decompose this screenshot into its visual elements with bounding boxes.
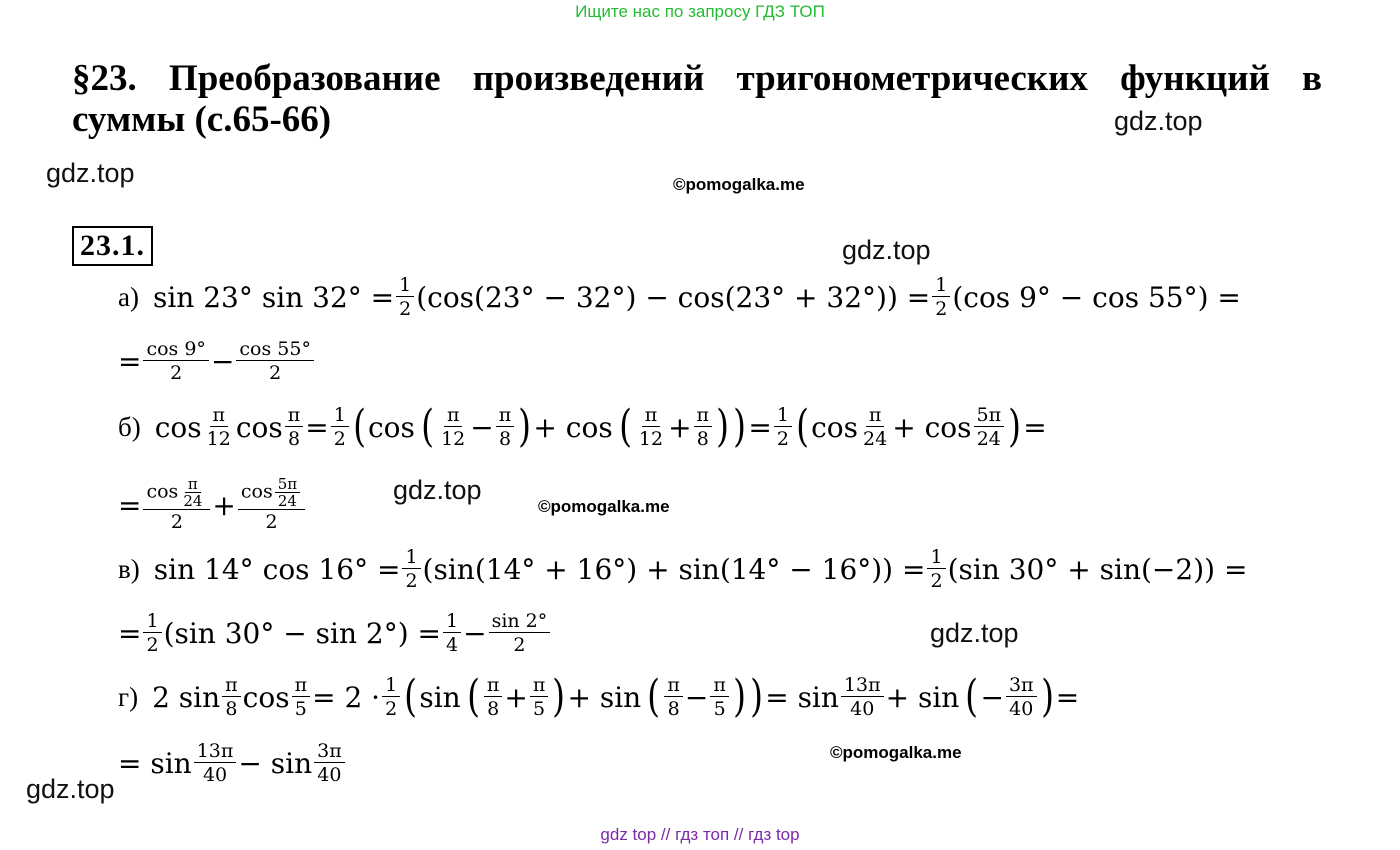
section-title: §23. Преобразование произведений тригонометрических функций в суммы (с.65-66)	[72, 58, 1322, 140]
footer-links[interactable]: gdz top // гдз топ // гдз top	[600, 825, 800, 844]
watermark: gdz.top	[46, 158, 135, 188]
solution-v-line2: = 1 2 (sin 30° − sin 2°) = 1 4 − sin 2° 2	[118, 598, 552, 668]
part-label-v: в)	[118, 553, 140, 584]
watermark: gdz.top	[930, 618, 1019, 648]
copyright-mark: ©pomogalka.me	[830, 743, 962, 762]
copyright-mark: ©pomogalka.me	[673, 175, 805, 194]
part-label-a: а)	[118, 281, 139, 312]
part-label-g: г)	[118, 681, 139, 712]
copyright-mark: ©pomogalka.me	[538, 497, 670, 516]
solution-b-line2: = cos $\frac{\pi}{24}$ 2 + cos $\frac{5\pi}{24}$ 2	[118, 470, 307, 540]
watermark: gdz.top	[393, 475, 482, 505]
watermark: gdz.top	[1114, 106, 1203, 136]
solution-g-line2: = sin 13π 40 − sin 3π 40	[118, 728, 347, 798]
watermark: gdz.top	[26, 774, 115, 804]
solution-b-line1: б) cos π 12 cos π 8 = 1 2 ( cos ( π 12 − π 8 ) + cos ( π 12 + π 8 ) ) = 1 2 ( cos π 24 + cos 5π 24 ) =	[118, 401, 1047, 452]
part-label-b: б)	[118, 411, 141, 442]
exercise-number: 23.1.	[72, 226, 153, 266]
solution-v-line1: в) sin 14° cos 16° = 1 2 (sin(14° + 16°) + sin(14° − 16°)) = 1 2 (sin 30° + sin(−2)) =	[118, 545, 1248, 592]
top-banner-link[interactable]: Ищите нас по запросу ГДЗ ТОП	[575, 2, 825, 21]
solution-a-line2: = cos 9° 2 − cos 55° 2	[118, 326, 316, 396]
solution-a-line1: а) sin 23° sin 32° = 1 2 (cos(23° − 32°) − cos(23° + 32°)) = 1 2 (cos 9° − cos 55°) =	[118, 273, 1241, 320]
watermark: gdz.top	[842, 235, 931, 265]
solution-g-line1: г) 2 sin π 8 cos π 5 = 2 · 1 2 ( sin ( π 8 + π 5 ) + sin ( π 8 − π 5 ) ) = sin 13π 40 + sin ( − 3π 40 ) =	[118, 671, 1080, 722]
